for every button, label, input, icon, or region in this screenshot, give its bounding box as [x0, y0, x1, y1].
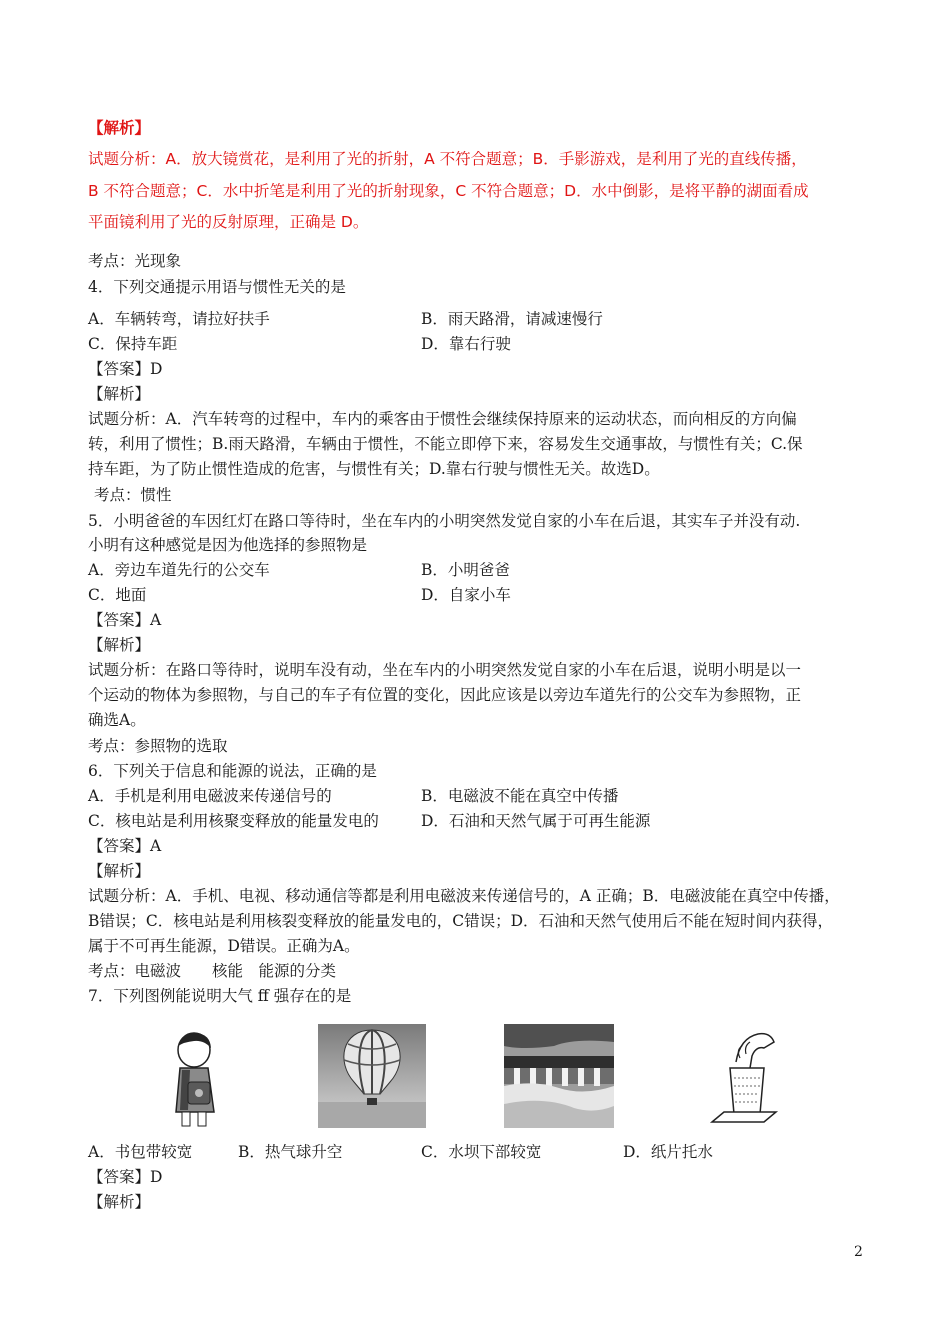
page-number: 2: [854, 1244, 863, 1260]
q6-option-b: B．电磁波不能在真空中传播: [421, 787, 619, 805]
q7-option-d: D．纸片托水: [623, 1143, 713, 1161]
q5-option-a: A．旁边车道先行的公交车: [88, 561, 270, 579]
q4-option-b: B．雨天路滑，请减速慢行: [421, 310, 603, 328]
q5-kaodian: 考点：参照物的选取: [88, 737, 228, 755]
q5-option-b: B．小明爸爸: [421, 561, 510, 579]
q5-analysis-3: 确选A。: [88, 711, 146, 729]
q5-jiexi: 【解析】: [88, 636, 151, 654]
q7-answer: 【答案】D: [88, 1168, 163, 1186]
q4-option-a: A．车辆转弯，请拉好扶手: [88, 310, 270, 328]
q6-jiexi: 【解析】: [88, 862, 151, 880]
q4-analysis-2: 转，利用了惯性；B.雨天路滑，车辆由于惯性，不能立即停下来，容易发生交通事故，与惯性有关；C.保: [88, 435, 803, 453]
q6-answer: 【答案】A: [88, 837, 162, 855]
q6-option-d: D．石油和天然气属于可再生能源: [421, 812, 651, 830]
red-jiexi-heading: 【解析】: [88, 119, 151, 137]
q6-analysis-1: 试题分析：A．手机、电视、移动通信等都是利用电磁波来传递信号的，A 正确；B．电磁波能在真空中传播，: [88, 887, 840, 905]
q5-stem-1: 5．小明爸爸的车因红灯在路口等待时，坐在车内的小明突然发觉自家的小车在后退，其实车子并没有动.: [88, 512, 801, 530]
dam-image: [504, 1024, 614, 1128]
q4-analysis-3: 持车距，为了防止惯性造成的危害，与惯性有关；D.靠右行驶与惯性无关。故选D。: [88, 460, 660, 478]
q4-analysis-1: 试题分析：A．汽车转弯的过程中，车内的乘客由于惯性会继续保持原来的运动状态，而向相反的方向偏: [88, 410, 797, 428]
red-analysis-line-3: 平面镜利用了光的反射原理，正确是 D。: [88, 213, 369, 231]
q5-analysis-2: 个运动的物体为参照物，与自己的车子有位置的变化，因此应该是以旁边车道先行的公交车为参照物，正: [88, 686, 802, 704]
q5-option-d: D．自家小车: [421, 586, 511, 604]
q4-stem: 4．下列交通提示用语与惯性无关的是: [88, 278, 346, 296]
q6-analysis-3: 属于不可再生能源，D错误。正确为A。: [88, 937, 360, 955]
q6-kaodian: 考点：电磁波 核能 能源的分类: [88, 962, 337, 980]
q4-kaodian: 考点：惯性: [94, 486, 172, 504]
inverted-cup-paper-image: [706, 1028, 786, 1130]
boy-backpack-image: [160, 1030, 230, 1130]
q6-option-a: A．手机是利用电磁波来传递信号的: [88, 787, 332, 805]
q7-option-c: C．水坝下部较宽: [421, 1143, 542, 1161]
q4-option-c: C．保持车距: [88, 335, 178, 353]
q5-stem-2: 小明有这种感觉是因为他选择的参照物是: [88, 536, 368, 554]
q4-answer: 【答案】D: [88, 360, 163, 378]
q4-option-d: D．靠右行驶: [421, 335, 511, 353]
q6-option-c: C．核电站是利用核聚变释放的能量发电的: [88, 812, 379, 830]
q5-answer: 【答案】A: [88, 611, 162, 629]
q5-analysis-1: 试题分析：在路口等待时，说明车没有动，坐在车内的小明突然发觉自家的小车在后退，说明小明是以一: [88, 661, 802, 679]
q6-stem: 6．下列关于信息和能源的说法，正确的是: [88, 762, 377, 780]
kaodian-q3: 考点：光现象: [88, 252, 182, 270]
q7-option-a: A．书包带较宽: [88, 1143, 193, 1161]
red-analysis-line-2: B 不符合题意；C．水中折笔是利用了光的折射现象，C 不符合题意；D．水中倒影，是将平静的湖面看成: [88, 182, 809, 200]
q4-jiexi: 【解析】: [88, 385, 151, 403]
red-analysis-line-1: 试题分析：A．放大镜赏花，是利用了光的折射，A 不符合题意；B．手影游戏，是利用了光的直线传播，: [88, 150, 807, 168]
q7-jiexi: 【解析】: [88, 1193, 151, 1211]
q7-stem: 7．下列图例能说明大气 ff 强存在的是: [88, 987, 352, 1005]
q7-option-b: B．热气球升空: [238, 1143, 343, 1161]
q6-analysis-2: B错误；C．核电站是利用核裂变释放的能量发电的，C错误；D．石油和天然气使用后不能在短时间内获得，: [88, 912, 834, 930]
q5-option-c: C．地面: [88, 586, 147, 604]
hot-air-balloon-image: [318, 1024, 426, 1128]
